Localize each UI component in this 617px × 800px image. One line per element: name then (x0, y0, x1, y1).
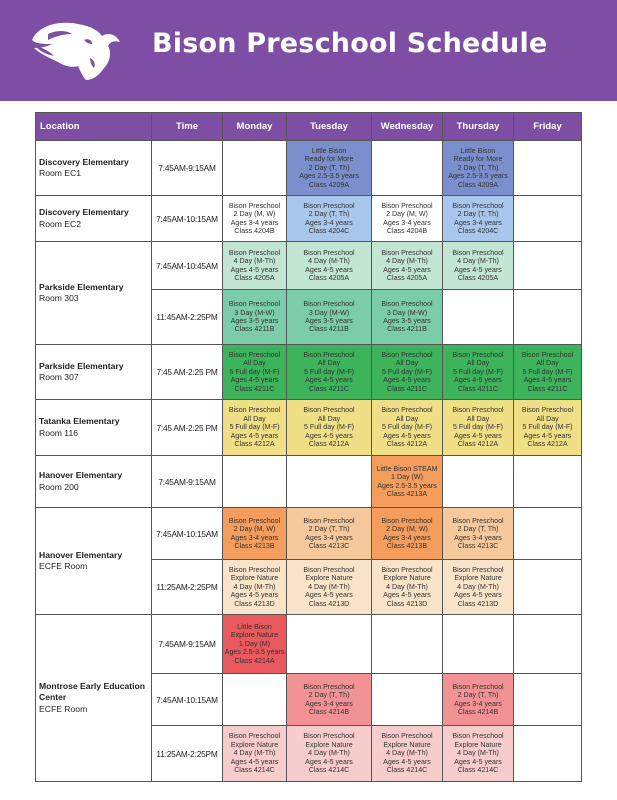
class-cell (223, 242, 287, 290)
class-line: Ages 3-4 years (230, 218, 279, 227)
class-line: Ages 2.5-3.5 years (448, 172, 508, 181)
empty-cell (372, 141, 443, 196)
class-line: Ages 4-5 years (305, 431, 353, 440)
class-line: Ages 3-4 years (305, 699, 353, 708)
class-line: Ready for More (304, 155, 354, 164)
empty-cell (514, 456, 582, 508)
class-line: Class 4213D (386, 599, 428, 608)
class-cell (223, 196, 287, 242)
class-line: Ages 3-4 years (383, 218, 431, 227)
class-cell (443, 141, 514, 196)
time-cell: 7:45AM-10:45AM (152, 242, 223, 290)
class-line: Class 4213A (386, 489, 428, 498)
class-cell (514, 345, 582, 400)
class-cell (372, 290, 443, 345)
class-line: Ages 2.5-3.5 years (377, 481, 437, 490)
class-line: Class 4204B (386, 226, 428, 235)
location-cell (36, 345, 152, 400)
class-line: Ages 4-5 years (305, 376, 353, 385)
class-cell (443, 345, 514, 400)
class-line: Bison Preschool (228, 300, 281, 309)
class-line: Ages 3-4 years (454, 699, 502, 708)
class-line: 2 Day (T, Th) (457, 210, 499, 219)
class-line: Ages 3-5 years (230, 317, 279, 325)
class-line: Class 4211C (527, 384, 568, 393)
location-cell (36, 400, 152, 456)
class-line: 2 Day (T, Th) (457, 691, 499, 700)
time-cell: 7:45 AM-2:25 PM (152, 345, 223, 400)
class-cell (372, 196, 443, 242)
class-line: Bison Preschool (228, 516, 281, 525)
column-header-wednesday: Wednesday (372, 113, 443, 141)
class-line: Class 4211B (309, 325, 349, 334)
class-line: 5 Full day (M-F) (452, 367, 504, 376)
location-cell (36, 615, 152, 782)
class-line: Bison Preschool (303, 248, 355, 257)
class-line: Bison Preschool (452, 516, 504, 525)
time-cell: 7:45AM-10:15AM (152, 674, 223, 726)
class-line: Ages 4-5 years (454, 757, 502, 766)
class-line: Bison Preschool (452, 350, 504, 359)
time-cell: 11:45AM-2:25PM (152, 290, 223, 345)
empty-cell (514, 615, 582, 674)
class-line: Bison Preschool (381, 732, 433, 741)
class-cell (443, 674, 514, 726)
location-cell (36, 196, 152, 242)
class-line: Explore Nature (454, 740, 502, 749)
location-name: Parkside Elementary (39, 281, 124, 292)
location-name: Discovery Elementary (39, 207, 129, 217)
location-cell (36, 242, 152, 345)
class-line: Class 4211B (387, 325, 427, 334)
class-line: All Day (317, 359, 341, 368)
class-line: 4 Day (M-Th) (386, 749, 428, 758)
column-header-monday: Monday (223, 113, 287, 141)
class-line: Class 4204C (308, 226, 350, 235)
class-line: All Day (317, 414, 341, 423)
class-line: Class 4213D (308, 599, 350, 608)
class-cell (372, 726, 443, 782)
location-cell (36, 456, 152, 508)
class-cell (287, 674, 372, 726)
class-line: Class 4214B (308, 707, 350, 716)
class-line: 4 Day (M-Th) (386, 257, 428, 266)
class-line: Bison Preschool (303, 516, 355, 525)
class-line: Ages 4-5 years (454, 591, 502, 600)
class-line: Bison Preschool (303, 565, 355, 574)
class-line: Class 4205A (457, 273, 499, 282)
class-line: Class 4213B (234, 541, 275, 550)
class-line: Explore Nature (383, 740, 431, 749)
class-line: Bison Preschool (303, 350, 355, 359)
class-line: 4 Day (M-Th) (457, 257, 499, 266)
class-line: Ages 4-5 years (454, 376, 502, 385)
class-line: Bison Preschool (381, 300, 433, 309)
class-line: 2 Day (M, W) (233, 525, 276, 534)
class-cell (372, 242, 443, 290)
class-line: 4 Day (M-Th) (457, 582, 499, 591)
class-line: Ages 4-5 years (230, 591, 279, 600)
class-line: 5 Full day (M-F) (229, 423, 280, 432)
location-cell (36, 508, 152, 615)
class-cell (372, 400, 443, 456)
class-line: Bison Preschool (521, 350, 574, 359)
time-cell: 7:45AM-9:15AM (152, 615, 223, 674)
time-cell: 7:45AM-10:15AM (152, 196, 223, 242)
location-name: Parkside Elementary (39, 360, 124, 371)
class-line: Class 4212A (457, 440, 499, 449)
empty-cell (223, 141, 287, 196)
class-line: Ages 3-4 years (454, 533, 502, 542)
empty-cell (514, 560, 582, 615)
class-cell (287, 508, 372, 560)
empty-cell (372, 674, 443, 726)
time-cell: 11:25AM-2:25PM (152, 726, 223, 782)
page-title: Bison Preschool Schedule (152, 28, 548, 59)
class-cell (287, 345, 372, 400)
class-line: Class 4213C (457, 541, 499, 550)
class-line: Bison Preschool (228, 732, 281, 741)
class-line: 4 Day (M-Th) (233, 257, 276, 266)
class-line: Class 4213D (234, 599, 275, 608)
class-line: Class 4212A (234, 440, 275, 449)
class-line: 2 Day (T, Th) (308, 163, 350, 172)
time-cell: 11:25AM-2:25PM (152, 560, 223, 615)
class-line: Ages 3-5 years (305, 317, 353, 325)
class-line: Little Bison (460, 146, 496, 155)
empty-cell (514, 242, 582, 290)
class-line: Ages 2.5-3.5 years (224, 648, 285, 657)
class-cell (372, 560, 443, 615)
class-line: Ages 3-4 years (454, 218, 502, 227)
class-line: Class 4211C (386, 384, 428, 393)
class-line: 4 Day (M-Th) (308, 582, 350, 591)
class-line: Class 4214A (234, 656, 275, 665)
class-line: Class 4214C (386, 766, 428, 775)
class-cell (287, 290, 372, 345)
class-line: Class 4205A (308, 273, 350, 282)
time-cell: 7:45AM-10:15AM (152, 508, 223, 560)
class-line: Bison Preschool (381, 350, 433, 359)
class-line: 1 Day (W) (391, 473, 423, 482)
table-row (36, 242, 582, 290)
class-line: 5 Full day (M-F) (303, 367, 355, 376)
column-header-friday: Friday (514, 113, 582, 141)
class-line: 4 Day (M-Th) (386, 582, 428, 591)
class-line: 1 Day (M) (238, 639, 271, 648)
class-line: Class 4211C (457, 384, 499, 393)
class-line: Bison Preschool (452, 406, 504, 415)
class-cell (372, 508, 443, 560)
class-cell (443, 400, 514, 456)
class-line: 4 Day (M-Th) (308, 749, 350, 758)
class-line: 5 Full day (M-F) (229, 367, 280, 376)
class-line: 2 Day (T, Th) (308, 691, 350, 700)
location-room: Room 116 (39, 427, 79, 438)
class-line: 2 Day (M, W) (386, 525, 428, 534)
table-row (36, 615, 582, 674)
class-line: Bison Preschool (303, 300, 355, 309)
empty-cell (514, 726, 582, 782)
class-line: Class 4214B (457, 707, 499, 716)
empty-cell (223, 674, 287, 726)
class-line: Ages 4-5 years (383, 757, 431, 766)
location-room: Room 303 (39, 293, 79, 303)
column-header-tuesday: Tuesday (287, 113, 372, 141)
class-line: Bison Preschool (303, 406, 355, 415)
class-line: Ages 4-5 years (454, 431, 502, 440)
class-line: 5 Full day (M-F) (452, 423, 504, 432)
class-line: Bison Preschool (303, 732, 355, 741)
class-line: 3 Day (M-W) (234, 308, 275, 317)
class-line: Bison Preschool (381, 248, 433, 257)
class-line: 5 Full day (M-F) (381, 367, 433, 376)
class-line: All Day (395, 359, 419, 368)
class-line: Bison Preschool (381, 406, 433, 415)
class-line: All Day (466, 414, 490, 423)
class-line: Class 4212A (308, 440, 350, 449)
class-line: Explore Nature (230, 574, 279, 583)
column-header-thursday: Thursday (443, 113, 514, 141)
class-line: Class 4209A (308, 180, 350, 189)
class-cell (443, 726, 514, 782)
class-line: Bison Preschool (303, 682, 355, 691)
class-cell (287, 196, 372, 242)
time-cell: 7:45 AM-2:25 PM (152, 400, 223, 456)
class-line: Ages 4-5 years (230, 757, 279, 766)
location-name: Hanover Elementary (39, 549, 123, 560)
empty-cell (443, 290, 514, 345)
class-cell (287, 726, 372, 782)
class-line: Ages 3-4 years (383, 533, 431, 542)
class-line: Class 4211B (234, 325, 275, 334)
class-line: Explore Nature (454, 574, 502, 583)
table-row (36, 141, 582, 196)
class-line: 4 Day (M-Th) (308, 257, 350, 266)
header-row (36, 113, 582, 141)
class-cell (443, 196, 514, 242)
class-line: Class 4214C (234, 766, 275, 775)
class-line: Ages 2.5-3.5 years (299, 172, 359, 181)
class-line: 5 Full day (M-F) (522, 423, 573, 432)
class-line: Bison Preschool (228, 201, 281, 210)
class-line: Bison Preschool (521, 406, 574, 415)
class-line: Explore Nature (230, 740, 279, 749)
class-cell (223, 560, 287, 615)
class-line: Ages 4-5 years (383, 431, 431, 440)
time-cell: 7:45AM-9:15AM (152, 141, 223, 196)
class-line: Class 4209A (457, 180, 499, 189)
time-cell: 7:45AM-9:15AM (152, 456, 223, 508)
class-line: Bison Preschool (452, 201, 504, 210)
class-line: All Day (395, 414, 419, 423)
class-cell (372, 345, 443, 400)
class-line: 2 Day (M, W) (233, 210, 276, 219)
class-line: Ages 4-5 years (305, 757, 353, 766)
class-line: Ages 3-4 years (305, 533, 353, 542)
class-line: Explore Nature (230, 631, 279, 640)
table-row (36, 400, 582, 456)
class-line: 5 Full day (M-F) (303, 423, 355, 432)
class-cell (223, 726, 287, 782)
class-line: Ages 3-4 years (305, 218, 353, 227)
location-cell (36, 141, 152, 196)
empty-cell (287, 456, 372, 508)
class-line: Class 4212A (527, 440, 568, 449)
class-line: All Day (536, 359, 559, 368)
class-cell (287, 242, 372, 290)
location-name: Montrose Early Education Center (39, 680, 146, 703)
class-line: 2 Day (T, Th) (308, 210, 350, 219)
class-line: Ages 4-5 years (230, 431, 279, 440)
class-line: 2 Day (T, Th) (457, 525, 499, 534)
location-name: Hanover Elementary (39, 470, 123, 480)
class-line: Ages 4-5 years (305, 591, 353, 600)
class-line: Bison Preschool (228, 565, 281, 574)
empty-cell (287, 615, 372, 674)
class-line: All Day (243, 359, 266, 368)
class-line: 2 Day (T, Th) (308, 525, 350, 534)
empty-cell (223, 456, 287, 508)
class-line: All Day (466, 359, 490, 368)
location-room: Room EC2 (39, 218, 82, 229)
class-cell (287, 400, 372, 456)
class-line: Class 4214C (308, 766, 350, 775)
class-line: All Day (243, 414, 266, 423)
class-line: 4 Day (M-Th) (233, 749, 276, 758)
class-cell (443, 560, 514, 615)
class-line: Class 4204B (234, 226, 275, 235)
class-line: Ages 4-5 years (383, 376, 431, 385)
class-line: Explore Nature (383, 574, 431, 583)
class-line: 5 Full day (M-F) (381, 423, 433, 432)
header-banner (0, 0, 617, 101)
class-line: Ages 4-5 years (523, 431, 572, 440)
location-room: ECFE Room (39, 561, 88, 571)
column-header-location: Location (36, 113, 152, 141)
class-line: Little Bison (237, 622, 272, 631)
empty-cell (514, 290, 582, 345)
class-line: Bison Preschool (452, 248, 504, 257)
location-name: Discovery Elementary (39, 156, 129, 167)
empty-cell (443, 456, 514, 508)
class-line: Class 4205A (234, 273, 275, 282)
class-line: 3 Day (M-W) (308, 308, 350, 317)
class-line: Bison Preschool (452, 565, 504, 574)
location-name: Tatanka Elementary (39, 416, 120, 426)
class-line: Class 4213D (457, 599, 499, 608)
class-line: Bison Preschool (381, 516, 433, 525)
location-room: Room 200 (39, 481, 79, 492)
class-line: Ages 4-5 years (523, 376, 572, 385)
class-line: Ready for More (453, 155, 503, 164)
empty-cell (514, 508, 582, 560)
class-cell (223, 290, 287, 345)
bison-head-icon (28, 18, 123, 84)
empty-cell (514, 141, 582, 196)
class-line: Bison Preschool (381, 201, 433, 210)
class-line: 4 Day (M-Th) (457, 749, 499, 758)
class-line: Class 4212A (386, 440, 428, 449)
location-room: ECFE Room (39, 703, 88, 714)
class-line: Bison Preschool (228, 350, 281, 359)
column-header-time: Time (152, 113, 223, 141)
class-cell (443, 508, 514, 560)
class-line: Class 4213B (386, 541, 428, 550)
class-line: 5 Full day (M-F) (522, 367, 573, 376)
class-cell (372, 456, 443, 508)
class-line: Class 4211C (234, 384, 275, 393)
table-row (36, 508, 582, 560)
class-line: Ages 4-5 years (454, 265, 502, 274)
class-line: Bison Preschool (452, 732, 504, 741)
location-room: Room 307 (39, 372, 79, 382)
empty-cell (514, 196, 582, 242)
class-line: Bison Preschool (381, 565, 433, 574)
schedule-table (35, 112, 582, 782)
class-line: Ages 3-4 years (230, 533, 279, 542)
empty-cell (443, 615, 514, 674)
class-line: Bison Preschool (303, 201, 355, 210)
class-cell (223, 615, 287, 674)
class-line: Class 4204C (457, 226, 499, 235)
class-cell (223, 508, 287, 560)
class-line: 3 Day (M-W) (386, 308, 428, 317)
empty-cell (372, 615, 443, 674)
class-line: Ages 4-5 years (305, 265, 353, 274)
class-line: Ages 4-5 years (383, 265, 431, 274)
class-line: Explore Nature (305, 740, 353, 749)
location-room: Room EC1 (39, 168, 82, 178)
class-cell (514, 400, 582, 456)
class-line: Explore Nature (305, 574, 353, 583)
table-row (36, 345, 582, 400)
class-line: 4 Day (M-Th) (233, 582, 276, 591)
class-line: Ages 4-5 years (230, 265, 279, 274)
class-line: Ages 4-5 years (383, 591, 431, 600)
class-line: Class 4205A (386, 273, 428, 282)
class-line: 2 Day (M, W) (386, 210, 428, 219)
class-line: Class 4213C (308, 541, 350, 550)
class-cell (223, 345, 287, 400)
empty-cell (514, 674, 582, 726)
class-line: Little Bison STEAM (376, 464, 438, 473)
table-row (36, 456, 582, 508)
class-cell (287, 141, 372, 196)
class-cell (287, 560, 372, 615)
table-row (36, 196, 582, 242)
class-line: Bison Preschool (228, 248, 281, 257)
class-line: 2 Day (T, Th) (457, 163, 499, 172)
class-line: All Day (536, 414, 559, 423)
class-cell (223, 400, 287, 456)
class-line: Little Bison (311, 146, 347, 155)
class-line: Bison Preschool (452, 682, 504, 691)
class-line: Ages 4-5 years (230, 376, 279, 385)
class-cell (443, 242, 514, 290)
class-line: Class 4214C (457, 766, 499, 775)
class-line: Bison Preschool (228, 406, 281, 415)
class-line: Ages 3-5 years (383, 317, 431, 325)
class-line: Class 4211C (308, 384, 350, 393)
